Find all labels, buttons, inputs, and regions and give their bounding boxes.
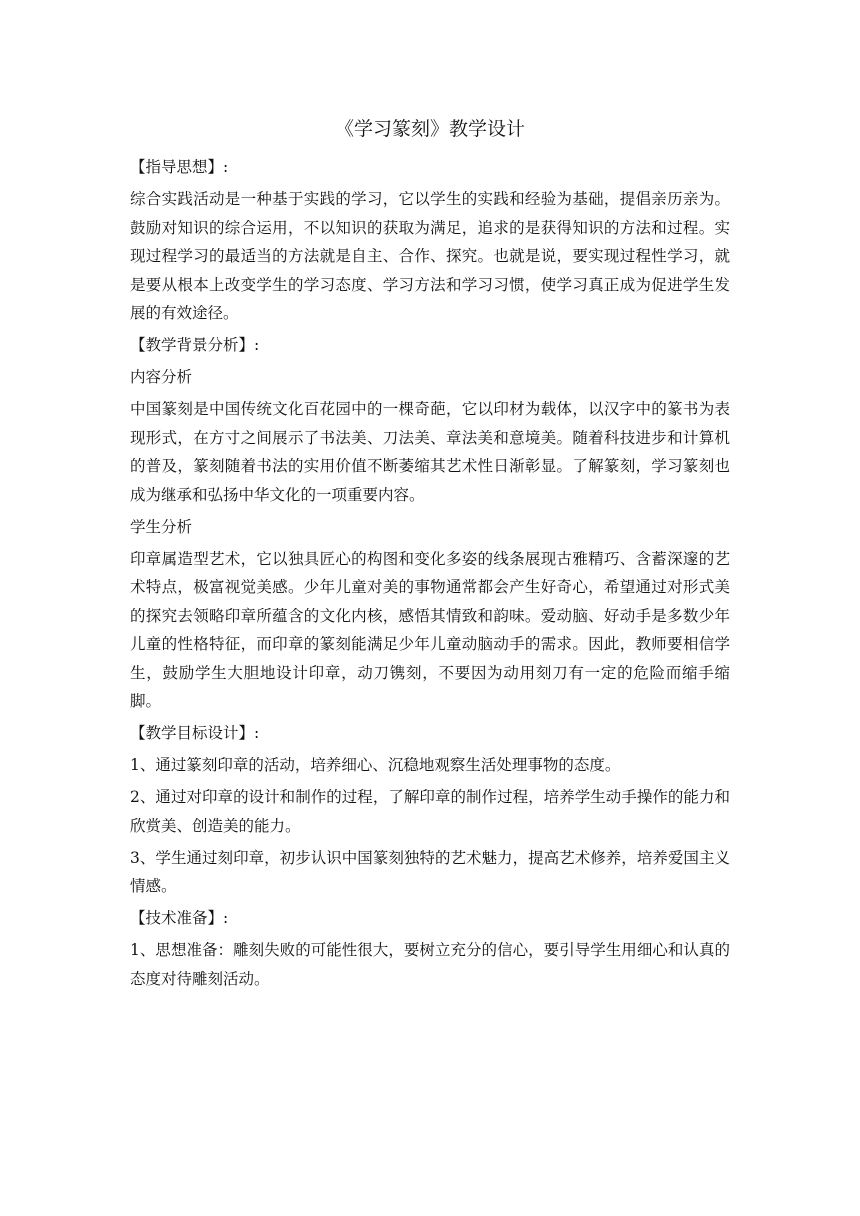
section-heading-objectives: 【教学目标设计】: [130, 724, 260, 742]
objective-item-1: 1、通过篆刻印章的活动，培养细心、沉稳地观察生活处理事物的态度。 [130, 756, 621, 774]
paragraph-guiding-thought: 综合实践活动是一种基于实践的学习，它以学生的实践和经验为基础，提倡亲历亲为。鼓励对知识的综合运用，不以知识的获取为满足，追求的是获得知识的方法和过程。实现过程学习的最适当的方法就是自主、合作、探究。也就是说，要实现过程性学习，就是要从根本上改变学生的学习态度、学习方法和学习习惯，使学习真正成为促进学生发展的有效途径。 [130, 190, 730, 322]
paragraph-student-analysis: 印章属造型艺术，它以独具匠心的构图和变化多姿的线条展现古雅精巧、含蓄深邃的艺术特点，极富视觉美感。少年儿童对美的事物通常都会产生好奇心，希望通过对形式美的探究去领略印章所蕴含的文化内核，感悟其情致和韵味。爱动脑、好动手是多数少年儿童的性格特征，而印章的篆刻能满足少年儿童动脑动手的需求。因此，教师要相信学生，鼓励学生大胆地设计印章，动刀镌刻，不要因为动用刻刀有一定的危险而缩手缩脚。 [130, 549, 730, 710]
subheading-content-analysis: 内容分析 [130, 368, 193, 386]
section-heading-guiding-thought: 【指导思想】: [130, 158, 229, 176]
subheading-student-analysis: 学生分析 [130, 517, 193, 536]
objective-item-3: 3、学生通过刻印章，初步认识中国篆刻独特的艺术魅力，提高艺术修养，培养爱国主义情感。 [130, 848, 730, 895]
objective-item-2: 2、通过对印章的设计和制作的过程，了解印章的制作过程，培养学生动手操作的能力和欣赏美、创造美的能力。 [130, 788, 730, 835]
document-body [130, 153, 730, 997]
document-title: 《学习篆刻》教学设计 [334, 118, 525, 140]
section-heading-background: 【教学背景分析】: [130, 336, 260, 354]
paragraph-content-analysis: 中国篆刻是中国传统文化百花园中的一棵奇葩，它以印材为载体，以汉字中的篆书为表现形式，在方寸之间展示了书法美、刀法美、章法美和意境美。随着科技进步和计算机的普及，篆刻随着书法的实用价值不断萎缩其艺术性日渐彰显。了解篆刻，学习篆刻也成为继承和弘扬中华文化的一项重要内容。 [130, 400, 730, 504]
prep-item-1: 1、思想准备：雕刻失败的可能性很大，要树立充分的信心，要引导学生用细心和认真的态度对待雕刻活动。 [130, 941, 730, 988]
section-heading-tech-prep: 【技术准备】: [130, 909, 229, 927]
